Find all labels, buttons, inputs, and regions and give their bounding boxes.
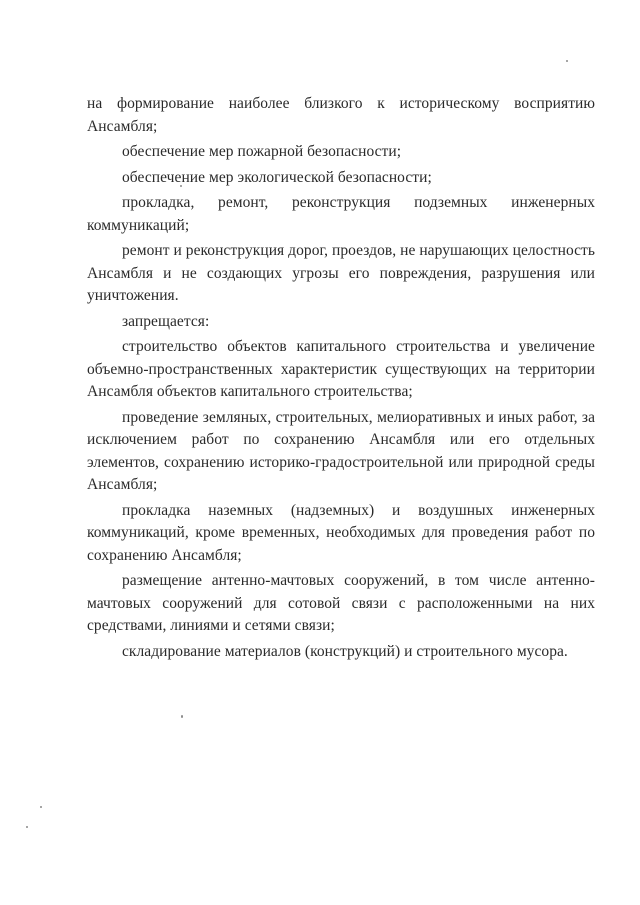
scan-speck: [180, 185, 182, 187]
paragraph-overhead-communications: прокладка наземных (надземных) и воздушных инженерных коммуникаций, кроме временных, необходимых для проведения работ по сохранению Ансамбля;: [87, 501, 595, 564]
scan-speck: [181, 715, 183, 718]
scan-speck: [26, 826, 28, 828]
paragraph-continuation: на формирование наиболее близкого к историческому восприятию Ансамбля;: [87, 95, 595, 135]
paragraph-capital-construction: строительство объектов капитального строительства и увеличение объемно-пространственных характеристик существующих на территории Ансамбля объектов капитального строительства;: [87, 338, 595, 400]
paragraph-ecological-safety: обеспечение мер экологической безопасности;: [122, 168, 432, 186]
paragraph-earthworks: проведение земляных, строительных, мелиоративных и иных работ, за исключением работ по сохранению Ансамбля или его отдельных элементов, сохранению историко-градостроительной или природной среды Ансамбля;: [87, 408, 595, 493]
paragraph-prohibited-heading: запрещается:: [122, 312, 210, 330]
paragraph-roads-repair: ремонт и реконструкция дорог, проездов, не нарушающих целостность Ансамбля и не создающих угрозы его повреждения, разрушения или уничтожения.: [87, 242, 595, 304]
paragraph-materials-storage: складирование материалов (конструкций) и строительного мусора.: [122, 642, 568, 660]
scan-speck: [40, 806, 42, 808]
document-body: [87, 93, 595, 666]
scan-speck: [566, 60, 568, 62]
paragraph-fire-safety: обеспечение мер пожарной безопасности;: [122, 143, 402, 160]
paragraph-underground-communications: прокладка, ремонт, реконструкция подземных инженерных коммуникаций;: [87, 194, 595, 234]
paragraph-antenna-structures: размещение антенно-мачтовых сооружений, в том числе антенно-мачтовых сооружений для сотовой связи с расположенными на них средствами, линиями и сетями связи;: [87, 572, 595, 634]
